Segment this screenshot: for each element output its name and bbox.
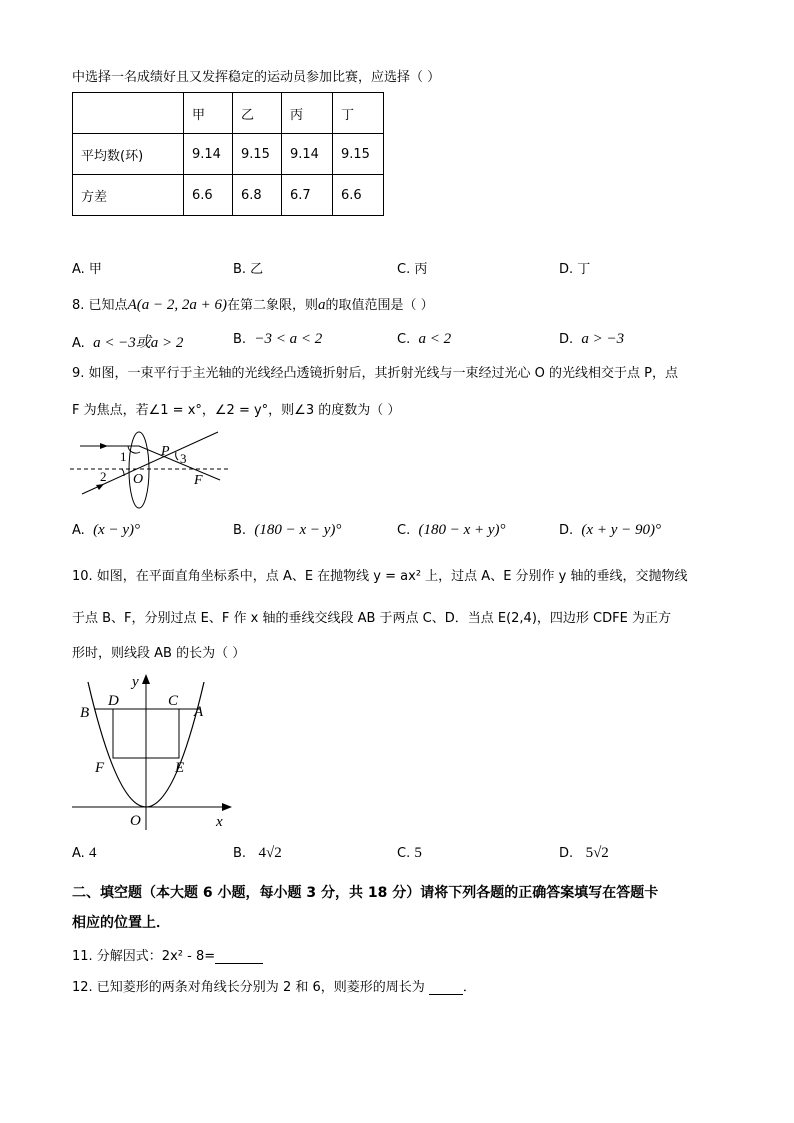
q9-option-d[interactable] [559, 522, 661, 539]
y-axis-label: y [132, 674, 139, 690]
q8-option-b[interactable] [233, 331, 322, 348]
option-letter: C. [397, 523, 411, 538]
lens [129, 432, 149, 508]
table-cell: 9.14 [282, 134, 333, 175]
lens-figure [70, 430, 230, 512]
option-letter: A. [72, 846, 85, 861]
q10-option-a[interactable] [72, 845, 96, 862]
q11 [72, 945, 263, 964]
table-cell: 9.15 [333, 134, 384, 175]
q10-stem-line1: 10. 如图，在平面直角坐标系中，点 A、E 在抛物线 y = ax² 上，过点 A、E 分别作 y 轴的垂线，交抛物线 [72, 569, 688, 584]
q8-post: 的取值范围是（ ） [325, 298, 434, 313]
q10-option-d[interactable] [559, 845, 609, 862]
q8-stem [72, 294, 434, 314]
point-f-label: F [194, 473, 203, 488]
q8-pre: 已知点 [88, 298, 128, 313]
option-text: 4√2 [258, 845, 282, 861]
point-o-label: O [133, 472, 144, 487]
q7-option-c[interactable]: C. 丙 [397, 262, 428, 277]
q8-mid: 在第二象限，则 [226, 298, 318, 313]
q7-option-a[interactable]: A. 甲 [72, 262, 102, 277]
option-letter: A. [72, 523, 85, 538]
table-cell: 6.8 [233, 175, 282, 216]
point-c-label: C [168, 693, 179, 709]
option-text: (180 − x − y)° [254, 522, 342, 538]
q9-stem-line2: F 为焦点，若∠1 = x°，∠2 = y°，则∠3 的度数为（ ） [72, 403, 401, 418]
table-row [73, 175, 384, 216]
y-axis-arrow-icon [142, 674, 150, 684]
point-b-label: B [80, 705, 90, 721]
table-row [73, 134, 384, 175]
table-cell: 9.14 [184, 134, 233, 175]
q8-number: 8. [72, 298, 85, 313]
option-letter: B. [233, 523, 247, 538]
angle-3-label: 3 [180, 451, 187, 466]
q8-option-c[interactable] [397, 331, 451, 348]
q12-end: ． [462, 980, 476, 995]
option-text: (x − y)° [93, 522, 140, 538]
q7-option-b[interactable]: B. 乙 [233, 262, 264, 277]
option-letter: A. [72, 336, 85, 351]
q12-text: 12. 已知菱形的两条对角线长分别为 2 和 6，则菱形的周长为 [72, 980, 425, 995]
q10-stem-line3: 形时，则线段 AB 的长为（ ） [72, 646, 246, 661]
option-text: −3 < a < 2 [254, 331, 323, 347]
q10-option-b[interactable] [233, 845, 282, 862]
table-header-cell: 甲 [184, 93, 233, 134]
q7-stem: 中选择一名成绩好且又发挥稳定的运动员参加比赛，应选择（ ） [72, 70, 441, 85]
option-letter: C. [397, 332, 411, 347]
table-cell: 平均数(环) [73, 134, 184, 175]
option-text: (180 − x + y)° [418, 522, 506, 538]
arrow-icon [100, 443, 108, 449]
point-a-label: A [194, 704, 204, 720]
table-header-row [73, 93, 384, 134]
q9-option-a[interactable] [72, 522, 140, 539]
option-text: a > −3 [581, 331, 625, 347]
table-header-cell: 丙 [282, 93, 333, 134]
q12-answer-blank[interactable] [429, 980, 463, 995]
angle-3-arc [176, 452, 178, 460]
q10-option-c[interactable] [397, 845, 422, 862]
option-text: 5√2 [585, 845, 609, 861]
x-axis-arrow-icon [222, 803, 232, 811]
table-cell: 6.7 [282, 175, 333, 216]
origin-label: O [130, 813, 141, 829]
option-text: a < 2 [418, 331, 452, 347]
point-f-label: F [95, 760, 105, 776]
table-cell: 6.6 [333, 175, 384, 216]
section-heading-line2: 相应的位置上． [72, 915, 170, 931]
q11-text: 11. 分解因式：2x² - 8= [72, 949, 216, 964]
data-table [72, 92, 384, 216]
table-cell: 6.6 [184, 175, 233, 216]
option-text: (x + y − 90)° [581, 522, 661, 538]
table-cell: 方差 [73, 175, 184, 216]
option-letter: B. [233, 332, 247, 347]
point-d-label: D [108, 693, 119, 709]
table-cell: 9.15 [233, 134, 282, 175]
option-text: a < −3或a > 2 [93, 335, 184, 351]
x-axis-label: x [216, 814, 223, 830]
option-letter: D. [559, 846, 574, 861]
angle-1-label: 1 [120, 449, 127, 464]
q12 [72, 976, 476, 995]
q9-stem-line1: 9. 如图，一束平行于主光轴的光线经凸透镜折射后，其折射光线与一束经过光心 O 的光线相交于点 P，点 [72, 366, 679, 381]
point-p-label: P [161, 444, 170, 459]
q11-answer-blank[interactable] [215, 949, 263, 964]
q9-option-b[interactable] [233, 522, 341, 539]
q7-option-d[interactable]: D. 丁 [559, 262, 591, 277]
q8-point: A(a − 2, 2a + 6) [127, 297, 227, 313]
option-letter: B. [233, 846, 247, 861]
q8-option-d[interactable] [559, 331, 624, 348]
option-letter: D. [559, 332, 574, 347]
q8-option-a[interactable] [72, 331, 183, 352]
q8-var: a [317, 297, 326, 313]
option-letter: D. [559, 523, 574, 538]
option-text: 5 [414, 845, 422, 861]
angle-2-label: 2 [100, 469, 107, 484]
q9-option-c[interactable] [397, 522, 506, 539]
q10-stem-line2: 于点 B、F，分别过点 E、F 作 x 轴的垂线交线段 AB 于两点 C、D．当点 E(2,4)，四边形 CDFE 为正方 [72, 611, 671, 626]
table-header-cell: 丁 [333, 93, 384, 134]
option-letter: C. [397, 846, 411, 861]
parabola-figure [70, 670, 240, 835]
point-e-label: E [175, 760, 185, 776]
section-heading-line1: 二、填空题（本大题 6 小题，每小题 3 分，共 18 分）请将下列各题的正确答案填写在答题卡 [72, 885, 659, 901]
option-text: 4 [88, 845, 97, 861]
table-header-cell [73, 93, 184, 134]
table-header-cell: 乙 [233, 93, 282, 134]
